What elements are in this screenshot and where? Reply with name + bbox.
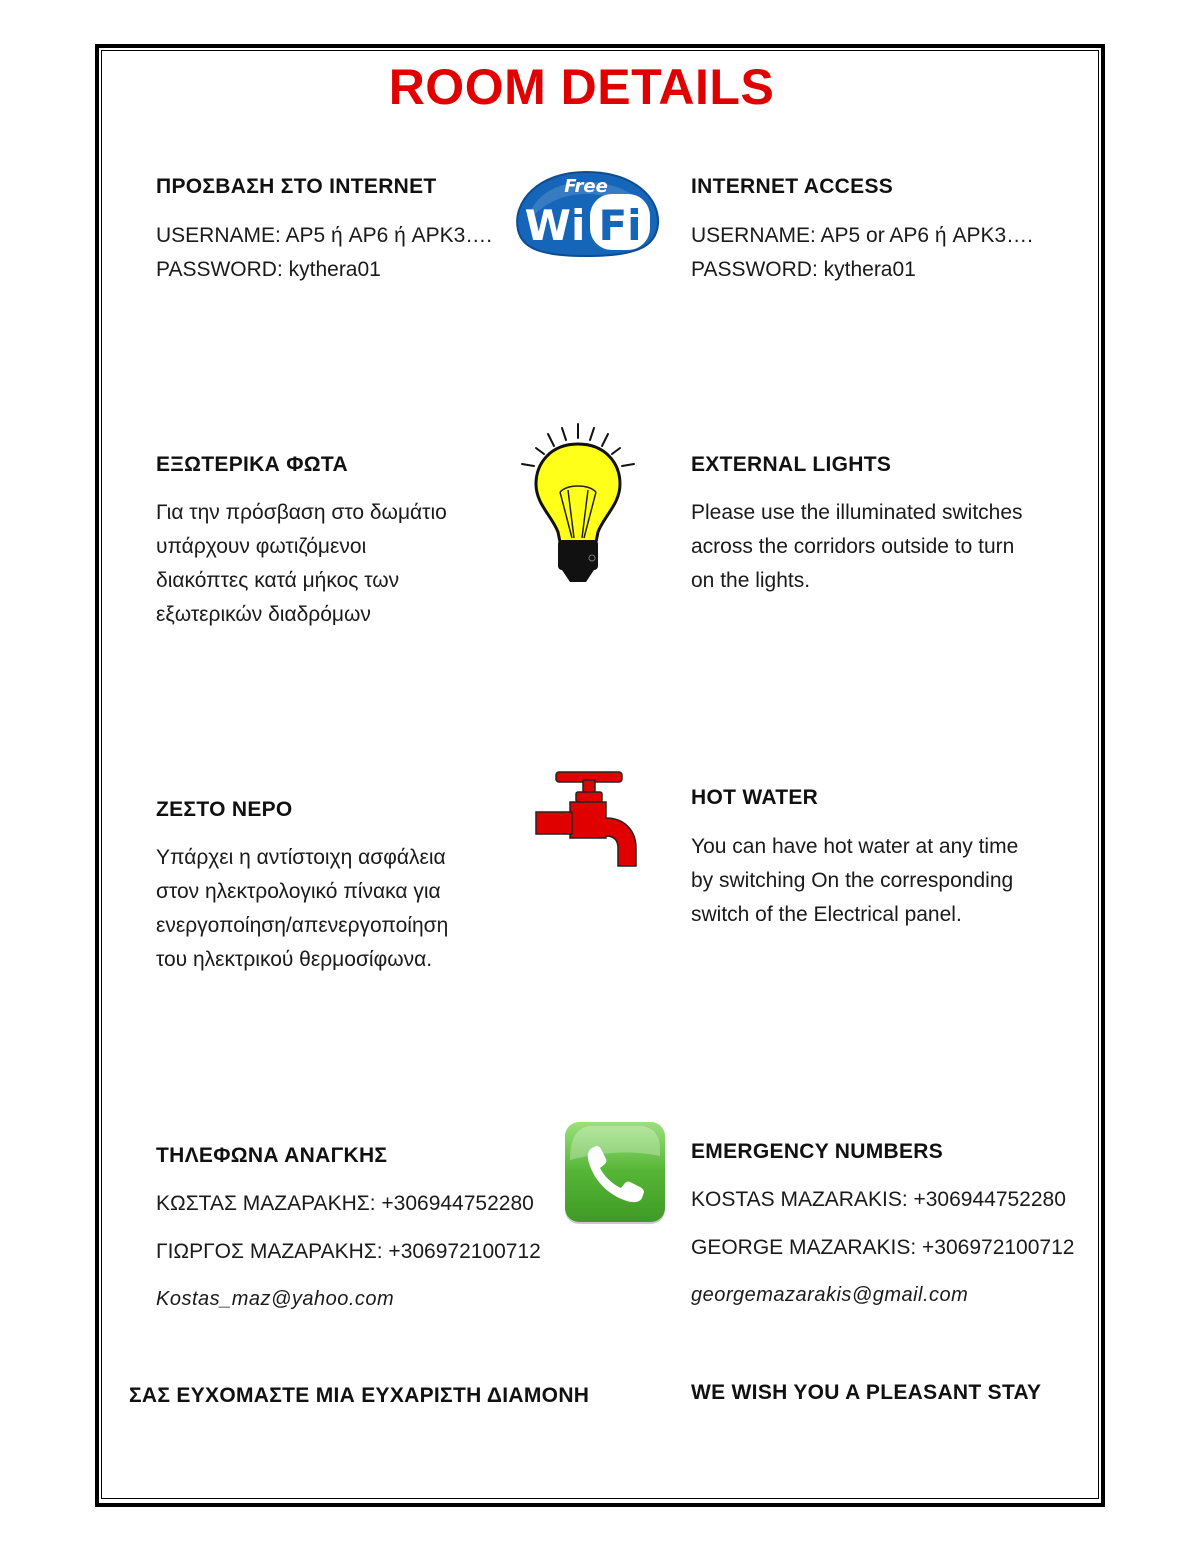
emergency-email-gr[interactable]: Kostas_maz@yahoo.com xyxy=(156,1288,395,1310)
lights-body-gr xyxy=(156,496,447,632)
water-line-gr-1: Υπάρχει η αντίστοιχη ασφάλεια xyxy=(156,846,446,869)
wifi-icon xyxy=(508,168,664,260)
water-body-gr xyxy=(156,841,448,977)
lights-line-gr-1: Για την πρόσβαση στο δωμάτιο xyxy=(156,501,447,524)
water-body-en xyxy=(691,830,1018,932)
water-heading-en: HOT WATER xyxy=(691,786,819,809)
lights-line-gr-4: εξωτερικών διαδρόμων xyxy=(156,603,371,626)
internet-username-gr: USERNAME: AP5 ή AP6 ή APK3…. xyxy=(156,224,493,247)
wifi-free-label: Free xyxy=(564,176,608,197)
lightbulb-icon xyxy=(518,420,638,588)
lights-line-gr-3: διακόπτες κατά μήκος των xyxy=(156,569,400,592)
internet-password-gr: PASSWORD: kythera01 xyxy=(156,258,381,281)
lights-heading-gr: ΕΞΩΤΕΡΙΚΑ ΦΩΤΑ xyxy=(156,453,348,476)
emergency-contact1-gr: ΚΩΣΤΑΣ ΜΑΖΑΡΑΚΗΣ: +306944752280 xyxy=(156,1192,534,1215)
page-title: ROOM DETAILS xyxy=(388,59,775,115)
internet-body-gr xyxy=(156,219,492,287)
internet-password-en: PASSWORD: kythera01 xyxy=(691,258,916,281)
wifi-wi-label: Wi xyxy=(524,201,586,250)
water-line-gr-2: στον ηλεκτρολογικό πίνακα για xyxy=(156,880,441,903)
lights-line-en-1: Please use the illuminated switches xyxy=(691,501,1023,524)
internet-heading-gr: ΠΡΟΣΒΑΣΗ ΣΤΟ INTERNET xyxy=(156,175,437,198)
lights-heading-en: EXTERNAL LIGHTS xyxy=(691,453,892,476)
lights-body-en xyxy=(691,496,1023,598)
emergency-heading-gr: ΤΗΛΕΦΩΝΑ ΑΝΑΓΚΗΣ xyxy=(156,1144,388,1167)
emergency-contact2-en: GEORGE MAZARAKIS: +306972100712 xyxy=(691,1236,1075,1259)
lights-line-gr-2: υπάρχουν φωτιζόμενοι xyxy=(156,535,367,558)
lights-line-en-3: on the lights. xyxy=(691,569,811,592)
wifi-fi-label: Fi xyxy=(598,201,642,250)
water-heading-gr: ΖΕΣΤΟ ΝΕΡΟ xyxy=(156,798,293,821)
emergency-email-en[interactable]: georgemazarakis@gmail.com xyxy=(691,1284,969,1306)
internet-body-en xyxy=(691,219,1033,287)
water-line-gr-3: ενεργοποίηση/απενεργοποίηση xyxy=(156,914,449,937)
water-line-gr-4: του ηλεκτρικού θερμοσίφωνα. xyxy=(156,948,433,971)
closing-message-gr: ΣΑΣ ΕΥΧΟΜΑΣΤΕ ΜΙΑ ΕΥΧΑΡΙΣΤΗ ΔΙΑΜΟΝΗ xyxy=(129,1384,590,1407)
faucet-icon xyxy=(534,768,640,870)
phone-icon xyxy=(562,1120,668,1228)
closing-message-en: WE WISH YOU A PLEASANT STAY xyxy=(691,1381,1042,1404)
water-line-en-1: You can have hot water at any time xyxy=(691,835,1019,858)
emergency-contact2-gr: ΓΙΩΡΓΟΣ ΜΑΖΑΡΑΚΗΣ: +306972100712 xyxy=(156,1240,541,1263)
emergency-heading-en: EMERGENCY NUMBERS xyxy=(691,1140,944,1163)
emergency-contact1-en: KOSTAS MAZARAKIS: +306944752280 xyxy=(691,1188,1066,1211)
lights-line-en-2: across the corridors outside to turn xyxy=(691,535,1015,558)
water-line-en-3: switch of the Electrical panel. xyxy=(691,903,962,926)
internet-username-en: USERNAME: AP5 or AP6 ή APK3…. xyxy=(691,224,1033,247)
water-line-en-2: by switching On the corresponding xyxy=(691,869,1014,892)
internet-heading-en: INTERNET ACCESS xyxy=(691,175,894,198)
